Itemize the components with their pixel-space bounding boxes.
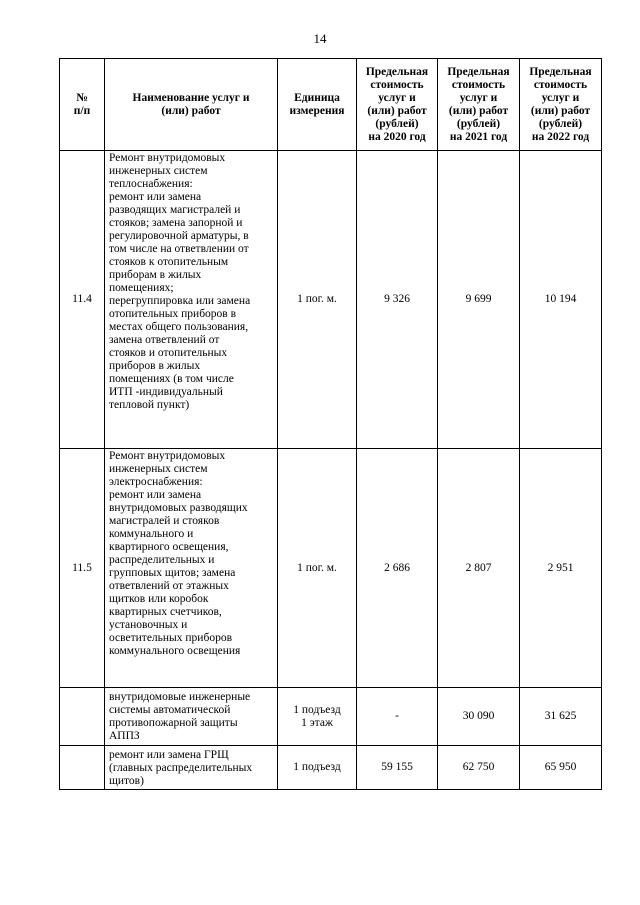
row-num: 11.5 xyxy=(60,449,105,688)
header-cost-2021: Предельная стоимость услуг и (или) работ (рублей) на 2021 год xyxy=(438,59,520,151)
row-name: Ремонт внутридомовых инженерных систем теплоснабжения: ремонт или замена разводящих магистралей и стояков; замена запорной и регулировочной арматуры, в том числе на ответвлении от стояков к отопительным приборам в жилых помещениях; перегруппировка или замена отопительных приборов в местах общего пользования, замена ответвлений от стояков и отопительных приборов в жилых помещениях (в том числе ИТП -индивидуальный тепловой пункт) xyxy=(105,151,278,449)
table-header-row xyxy=(60,59,602,151)
row-unit: 1 пог. м. xyxy=(278,449,357,688)
row-cost-2022: 31 625 xyxy=(520,688,602,746)
header-name: Наименование услуг и (или) работ xyxy=(105,59,278,151)
table-row xyxy=(60,746,602,790)
page-number: 14 xyxy=(313,31,327,46)
table-row xyxy=(60,449,602,688)
row-cost-2021: 9 699 xyxy=(438,151,520,449)
row-name: Ремонт внутридомовых инженерных систем электроснабжения: ремонт или замена внутридомовых разводящих магистралей и стояков коммунального и квартирного освещения, распределительных и групповых щитов; замена ответвлений от этажных щитков или коробок квартирных счетчиков, установочных и осветительных приборов коммунального освещения xyxy=(105,449,278,688)
row-num xyxy=(60,688,105,746)
row-name: внутридомовые инженерные системы автоматической противопожарной защиты АППЗ xyxy=(105,688,278,746)
row-cost-2020: - xyxy=(357,688,438,746)
header-cost-2020: Предельная стоимость услуг и (или) работ (рублей) на 2020 год xyxy=(357,59,438,151)
table-row xyxy=(60,688,602,746)
row-cost-2022: 10 194 xyxy=(520,151,602,449)
header-unit: Единица измерения xyxy=(278,59,357,151)
row-cost-2020: 59 155 xyxy=(357,746,438,790)
row-cost-2021: 62 750 xyxy=(438,746,520,790)
table-row xyxy=(60,151,602,449)
row-num xyxy=(60,746,105,790)
row-num: 11.4 xyxy=(60,151,105,449)
row-cost-2020: 2 686 xyxy=(357,449,438,688)
row-cost-2021: 30 090 xyxy=(438,688,520,746)
row-cost-2021: 2 807 xyxy=(438,449,520,688)
row-cost-2022: 65 950 xyxy=(520,746,602,790)
row-unit: 1 подъезд xyxy=(278,746,357,790)
row-unit: 1 пог. м. xyxy=(278,151,357,449)
header-cost-2022: Предельная стоимость услуг и (или) работ (рублей) на 2022 год xyxy=(520,59,602,151)
row-cost-2022: 2 951 xyxy=(520,449,602,688)
row-name: ремонт или замена ГРЩ (главных распределительных щитов) xyxy=(105,746,278,790)
price-table xyxy=(59,58,602,790)
row-cost-2020: 9 326 xyxy=(357,151,438,449)
header-num: № п/п xyxy=(60,59,105,151)
row-unit: 1 подъезд 1 этаж xyxy=(278,688,357,746)
